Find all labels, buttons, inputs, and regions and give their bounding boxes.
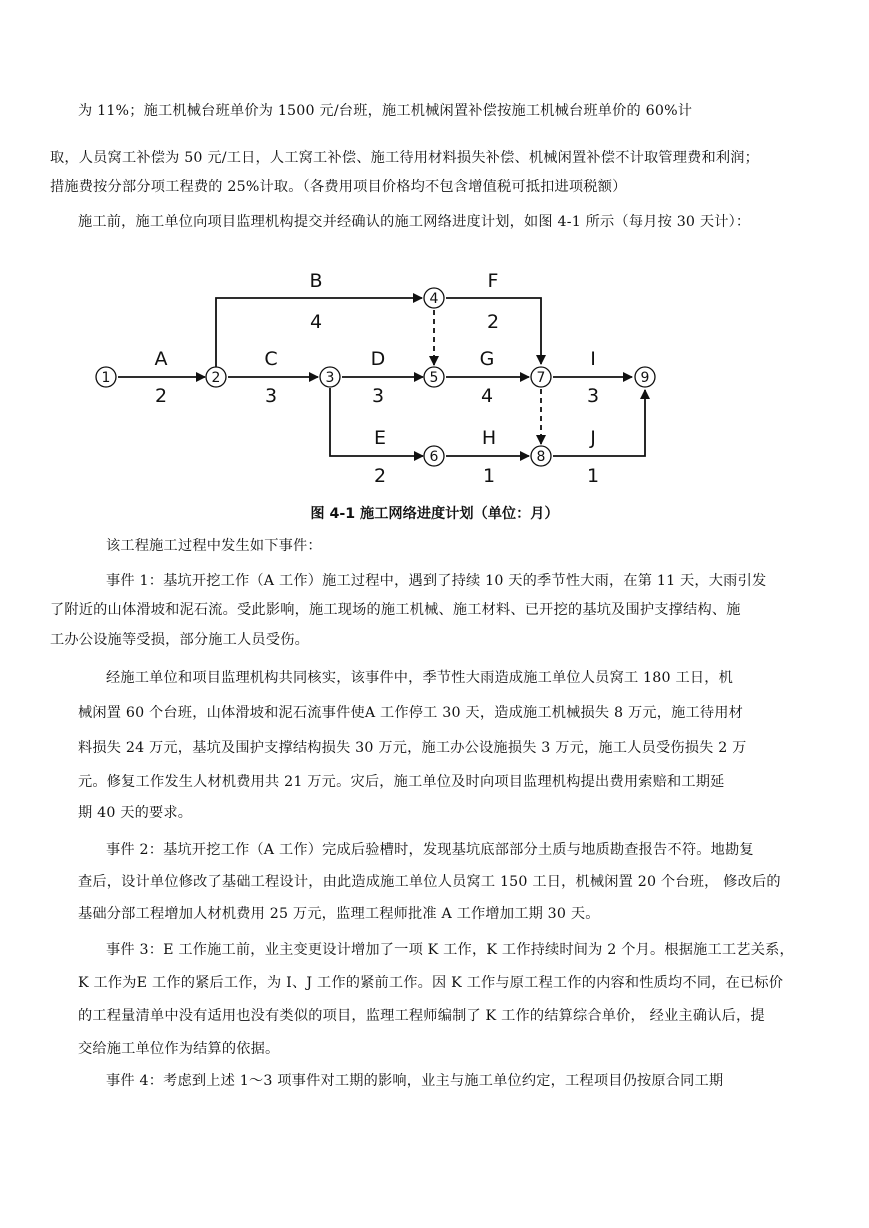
figure-caption: 图 4-1 施工网络进度计划（单位：月） (310, 506, 559, 522)
activity-a-duration: 2 (154, 385, 168, 407)
paragraph-line: 事件 4：考虑到上述 1～3 项事件对工期的影响，业主与施工单位约定，工程项目仍按原合同工期 (106, 1073, 724, 1089)
activity-e-name: E (373, 427, 387, 449)
paragraph-line: 为 11%；施工机械台班单价为 1500 元/台班，施工机械闲置补偿按施工机械台班单价的 60%计 (78, 103, 693, 119)
paragraph-line: 了附近的山体滑坡和泥石流。受此影响，施工现场的施工机械、施工材料、已开挖的基坑及围护支撑结构、施 (50, 602, 741, 618)
node-6-label: 6 (429, 449, 439, 465)
activity-i-duration: 3 (586, 385, 600, 407)
paragraph-line: 经施工单位和项目监理机构共同核实，该事件中，季节性大雨造成施工单位人员窝工 180 工日，机 (106, 670, 733, 686)
paragraph-line: 工办公设施等受损，部分施工人员受伤。 (50, 632, 309, 648)
node-2-label: 2 (211, 370, 221, 386)
paragraph-line: 基础分部工程增加人材机费用 25 万元，监理工程师批准 A 工作增加工期 30 天。 (78, 906, 600, 922)
activity-f-duration: 2 (486, 311, 500, 333)
paragraph-line: 查后，设计单位修改了基础工程设计，由此造成施工单位人员窝工 150 工日，机械闲置 20 个台班， 修改后的 (78, 874, 781, 890)
activity-g-duration: 4 (480, 385, 494, 407)
paragraph-line: 的工程量清单中没有适用也没有类似的项目，监理工程师编制了 K 工作的结算综合单价， 经业主确认后，提 (78, 1008, 765, 1024)
paragraph-line: 事件 2：基坑开挖工作（A 工作）完成后验槽时，发现基坑底部部分土质与地质勘查报告不符。地勘复 (106, 842, 754, 858)
node-7-label: 7 (536, 370, 546, 386)
paragraph-line: K 工作为E 工作的紧后工作，为 I、J 工作的紧前工作。因 K 工作与原工程工作的内容和性质均不同，在已标价 (78, 975, 784, 991)
activity-i-name: I (590, 348, 596, 370)
activity-b-name: B (309, 270, 323, 292)
node-4-label: 4 (429, 291, 439, 307)
activity-h-duration: 1 (482, 465, 496, 487)
paragraph-line: 械闲置 60 个台班，山体滑坡和泥石流事件使A 工作停工 30 天，造成施工机械损失 8 万元，施工待用材 (78, 705, 744, 721)
paragraph-line: 元。修复工作发生人材机费用共 21 万元。灾后，施工单位及时向项目监理机构提出费用索赔和工期延 (78, 774, 725, 790)
activity-c-name: C (264, 348, 278, 370)
paragraph-line: 施工前，施工单位向项目监理机构提交并经确认的施工网络进度计划，如图 4-1 所示（每月按 30 天计）： (78, 214, 751, 230)
activity-j-duration: 1 (586, 465, 600, 487)
node-9-label: 9 (640, 370, 650, 386)
activity-e-duration: 2 (373, 465, 387, 487)
activity-g-name: G (479, 348, 495, 370)
activity-d-duration: 3 (371, 385, 385, 407)
activity-b-duration: 4 (309, 311, 323, 333)
paragraph-line: 事件 1：基坑开挖工作（A 工作）施工过程中，遇到了持续 10 天的季节性大雨，在第 11 天，大雨引发 (106, 573, 767, 589)
activity-d-name: D (370, 348, 386, 370)
node-5-label: 5 (429, 370, 439, 386)
activity-h-name: H (481, 427, 497, 449)
paragraph-line: 措施费按分部分项工程费的 25%计取。（各费用项目价格均不包含增值税可抵扣进项税额） (50, 179, 627, 195)
paragraph-line: 取，人员窝工补偿为 50 元/工日，人工窝工补偿、施工待用材料损失补偿、机械闲置补偿不计取管理费和利润； (50, 150, 760, 166)
node-8-label: 8 (536, 449, 546, 465)
paragraph-line: 期 40 天的要求。 (78, 805, 193, 821)
node-1-label: 1 (101, 370, 111, 386)
paragraph-line: 事件 3：E 工作施工前，业主变更设计增加了一项 K 工作，K 工作持续时间为 2 个月。根据施工工艺关系， (106, 942, 794, 958)
activity-f-name: F (487, 270, 499, 292)
activity-j-name: J (590, 427, 596, 449)
node-3-label: 3 (325, 370, 335, 386)
network-diagram (0, 250, 869, 495)
activity-c-duration: 3 (264, 385, 278, 407)
paragraph-line: 交给施工单位作为结算的依据。 (78, 1041, 280, 1057)
paragraph-line: 料损失 24 万元，基坑及围护支撑结构损失 30 万元，施工办公设施损失 3 万元，施工人员受伤损失 2 万 (78, 740, 747, 756)
activity-a-name: A (154, 348, 168, 370)
paragraph-line: 该工程施工过程中发生如下事件： (106, 538, 322, 554)
